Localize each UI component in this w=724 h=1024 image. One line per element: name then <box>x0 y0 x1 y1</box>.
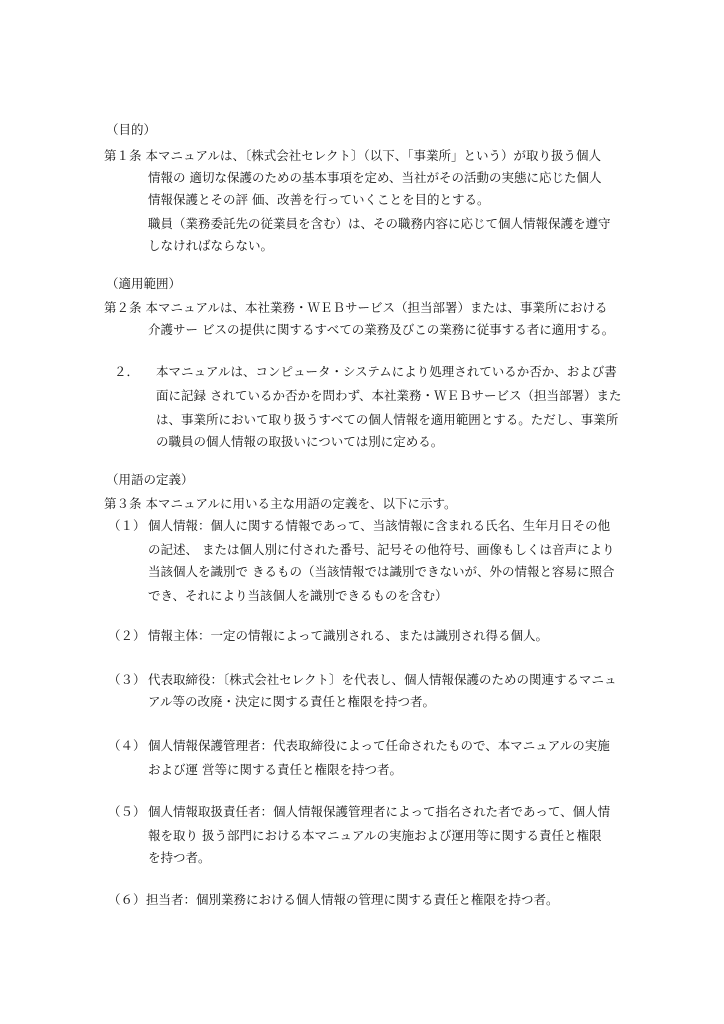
definition-number: （６） <box>108 892 146 907</box>
article-1-line-5: しなければならない。 <box>148 238 274 253</box>
article-1-line-1: 第１条 本マニュアルは、〔株式会社セレクト〕（以下、「事業所」という）が取り扱う個人 <box>104 148 601 163</box>
definition-5-line-3: を持つ者。 <box>148 850 211 865</box>
definition-1-line-4: でき、それにより当該個人を識別できるものを含む） <box>148 588 448 603</box>
definition-3-line-1: 代表取締役：〔株式会社セレクト〕を代表し、個人情報保護のための関連するマニュ <box>148 672 617 687</box>
article-2-para-2-line-4: の職員の個人情報の取扱いについては別に定める。 <box>156 434 444 449</box>
definition-1-line-1: 個人情報：個人に関する情報であって、当該情報に含まれる氏名、生年月日その他 <box>148 518 611 533</box>
article-2-para-2-line-2: 面に記録 されているか否かを問わず、本社業務・ＷＥＢサービス（担当部署）また <box>156 388 622 403</box>
definition-4-line-2: および運 営等に関する責任と権限を持つ者。 <box>148 762 402 777</box>
definition-number: （３） <box>108 672 146 687</box>
definition-number: （５） <box>108 804 146 819</box>
section-heading-scope: （適用範囲） <box>106 276 182 291</box>
article-2-para-2-number: ２． <box>114 364 140 379</box>
section-heading-definitions: （用語の定義） <box>106 472 194 487</box>
definition-2-line-1: 情報主体：一定の情報によって識別される、または識別され得る個人。 <box>148 628 549 643</box>
definition-4-line-1: 個人情報保護管理者：代表取締役によって任命されたもので、本マニュアルの実施 <box>148 738 610 753</box>
article-3-intro: 第３条 本マニュアルに用いる主な用語の定義を、以下に示す。 <box>104 496 457 511</box>
definition-number: （４） <box>108 738 146 753</box>
article-2-para-2-line-1: 本マニュアルは、コンピュータ・システムにより処理されているか否か、および書 <box>156 364 617 379</box>
definition-3-line-2: アル等の改廃・決定に関する責任と権限を持つ者。 <box>148 694 436 709</box>
definition-5-line-1: 個人情報取扱責任者：個人情報保護管理者によって指名された者であって、個人情 <box>148 804 611 819</box>
section-heading-purpose: （目的） <box>106 122 157 137</box>
article-2-line-1: 第２条 本マニュアルは、本社業務・ＷＥＢサービス（担当部署）または、事業所における <box>104 300 608 315</box>
definition-number: （２） <box>108 628 146 643</box>
definition-1-line-2: の記述、 または個人別に付された番号、記号その他符号、画像もしくは音声により <box>148 542 615 557</box>
definition-number: （１） <box>108 518 146 533</box>
definition-6-line-1: 担当者：個別業務における個人情報の管理に関する責任と権限を持つ者。 <box>146 892 559 907</box>
article-2-line-2: 介護サー ビスの提供に関するすべての業務及びこの業務に従事する者に適用する。 <box>148 322 615 337</box>
article-1-line-2: 情報の 適切な保護のための基本事項を定め、当社がその活動の実態に応じた個人 <box>148 170 602 185</box>
definition-5-line-2: 報を取り 扱う部門における本マニュアルの実施および運用等に関する責任と権限 <box>148 828 602 843</box>
definition-1-line-3: 当該個人を識別で きるもの（当該情報では識別できないが、外の情報と容易に照合 <box>148 564 615 579</box>
article-1-line-4: 職員（業務委託先の従業員を含む）は、その職務内容に応じて個人情報保護を遵守 <box>148 216 611 231</box>
article-2-para-2-line-3: は、事業所において取り扱うすべての個人情報を適用範囲とする。ただし、事業所 <box>156 412 619 427</box>
article-1-line-3: 情報保護とその評 価、改善を行っていくことを目的とする。 <box>148 192 490 207</box>
